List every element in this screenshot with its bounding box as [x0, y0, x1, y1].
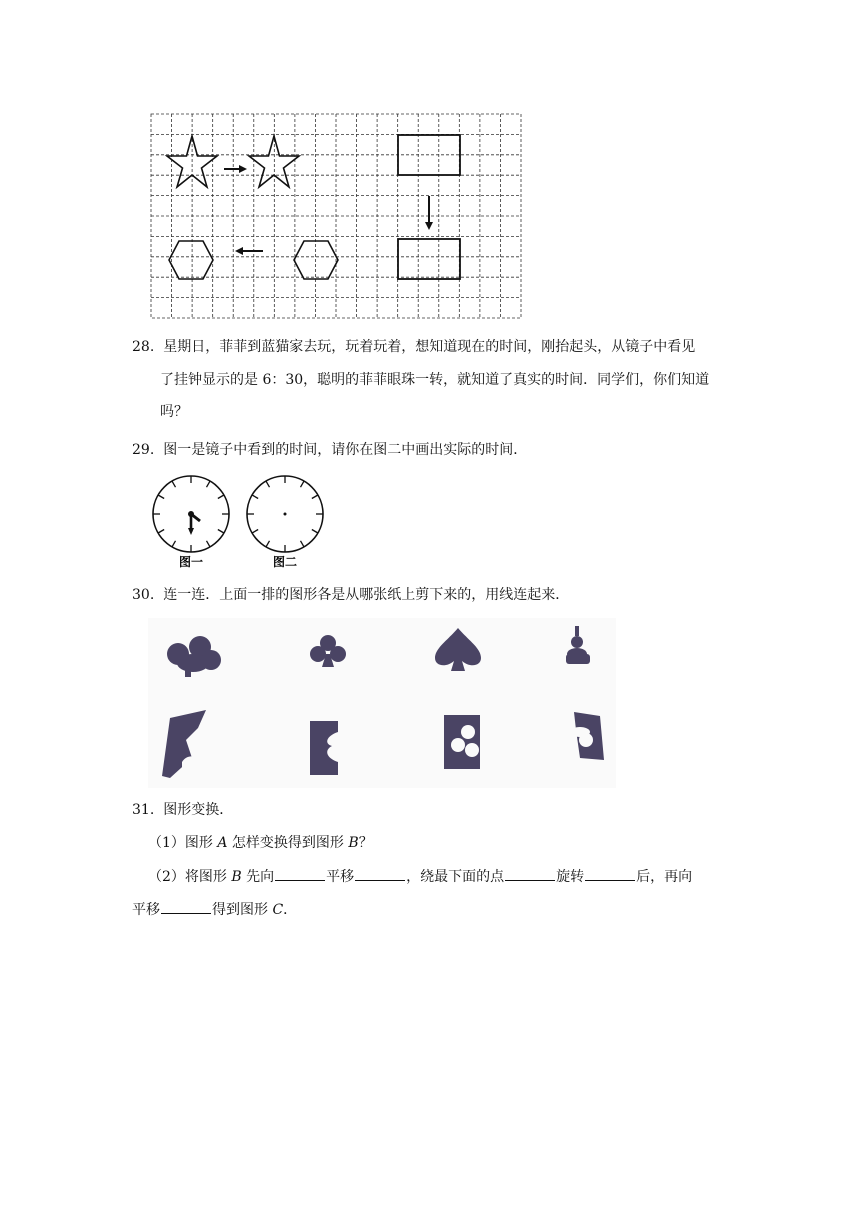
hexagon-shape-translated	[169, 241, 213, 279]
question-text: 图一是镜子中看到的时间，请你在图二中画出实际的时间．	[163, 442, 528, 458]
clock-2-caption: 图二	[272, 555, 298, 569]
paper-with-spade-hole[interactable]	[310, 721, 338, 775]
shape-label-B: B	[231, 869, 242, 885]
shape-label-A: A	[217, 835, 228, 851]
arrow-left-icon	[235, 247, 263, 255]
text-segment: （2）将图形	[148, 869, 232, 885]
question-30-line	[132, 585, 569, 605]
question-31-sub-1	[148, 833, 373, 853]
text-segment: 后，再向	[636, 869, 693, 885]
question-number: 30.	[132, 587, 155, 603]
question-28-line-3: 吗？	[160, 404, 188, 420]
text-segment: 得到图形	[212, 902, 273, 918]
answer-blank-rotation-direction[interactable]	[505, 866, 555, 881]
question-29-line	[132, 440, 527, 460]
question-number: 29.	[132, 442, 155, 458]
mirror-clock	[153, 476, 229, 552]
rectangle-shape-translated	[398, 239, 460, 279]
text-segment: 怎样变换得到图形	[227, 835, 349, 851]
question-31-sub-2	[148, 866, 692, 887]
question-number: 28.	[132, 339, 155, 355]
text-segment: ．	[283, 902, 298, 918]
paper-with-club-hole[interactable]	[444, 715, 480, 769]
text-segment: ，绕最下面的点	[406, 869, 505, 885]
clock-1-caption: 图一	[178, 555, 204, 569]
answer-blank-direction-1[interactable]	[275, 866, 325, 881]
text-segment: 平移	[132, 902, 160, 918]
question-text: 连一连．上面一排的图形各是从哪张纸上剪下来的，用线连起来．	[163, 587, 570, 603]
arrow-right-icon	[224, 165, 247, 173]
text-segment: ？	[358, 835, 373, 851]
hexagon-shape-original	[294, 241, 338, 279]
question-28-line-2: 了挂钟显示的是 6：30，聪明的菲菲眼珠一转，就知道了真实的时间．同学们，你们知道	[160, 372, 710, 388]
cutout-matching-figure	[148, 618, 616, 788]
text-segment: 平移	[326, 869, 355, 885]
answer-blank-distance-2[interactable]	[161, 899, 211, 914]
answer-blank-distance-1[interactable]	[355, 866, 405, 881]
question-number: 31.	[132, 802, 155, 818]
clock-figure	[148, 474, 332, 574]
text-segment: 先向	[241, 869, 275, 885]
translation-grid-figure	[150, 113, 524, 321]
question-31-line	[132, 800, 233, 820]
question-title: 图形变换．	[163, 802, 234, 818]
arrow-down-icon	[425, 196, 433, 230]
shape-label-C: C	[272, 902, 284, 918]
text-segment: （1）图形	[148, 835, 218, 851]
blank-clock[interactable]	[247, 476, 323, 552]
text-segment: 旋转	[556, 869, 585, 885]
shape-label-B: B	[348, 835, 359, 851]
question-31-sub-2-cont	[132, 899, 297, 920]
question-28-line-1	[132, 337, 695, 357]
question-text: 星期日，菲菲到蓝猫家去玩，玩着玩着，想知道现在的时间，刚抬起头，从镜子中看见	[163, 339, 696, 355]
answer-blank-rotation-angle[interactable]	[585, 866, 635, 881]
